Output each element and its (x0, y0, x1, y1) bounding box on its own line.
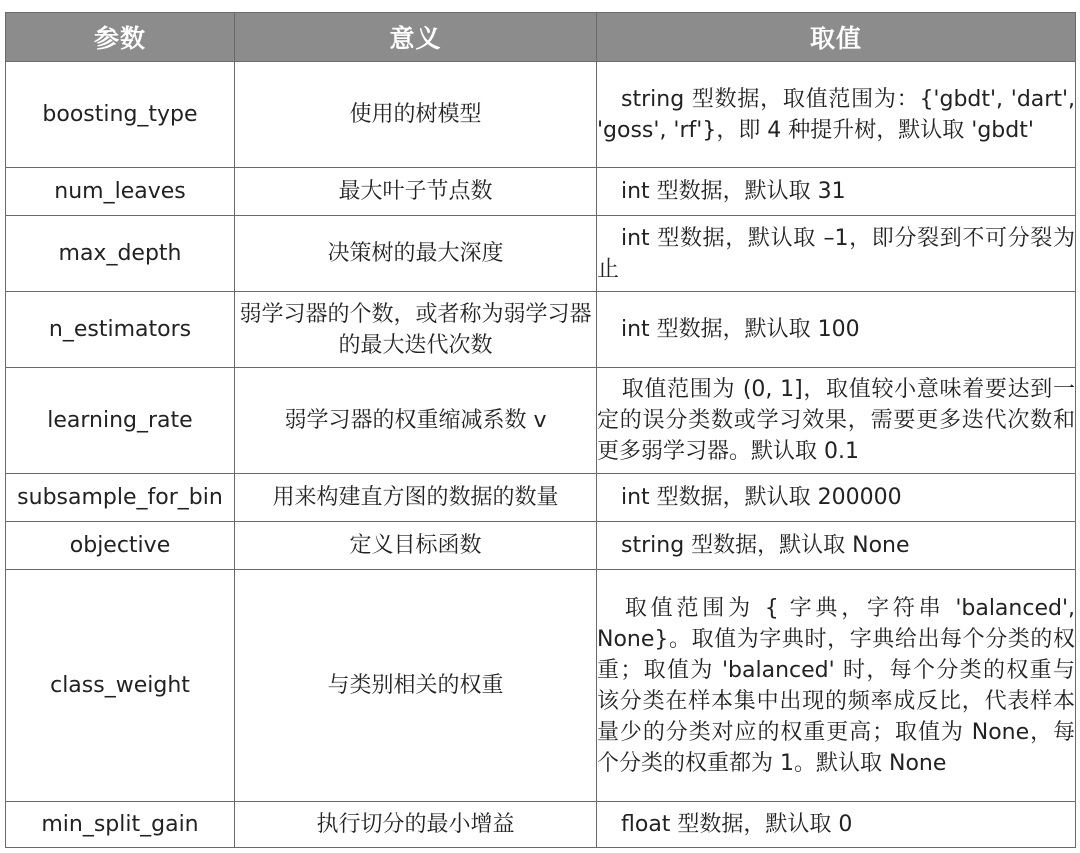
param-name: class_weight (6, 570, 235, 802)
param-value: int 型数据，默认取 –1，即分裂到不可分裂为止 (597, 225, 1075, 282)
param-meaning: 执行切分的最小增益 (235, 802, 597, 848)
param-meaning: 决策树的最大深度 (235, 216, 597, 292)
param-meaning: 使用的树模型 (235, 62, 597, 168)
param-value: float 型数据，默认取 0 (621, 812, 853, 837)
param-name: max_depth (6, 216, 235, 292)
param-meaning: 与类别相关的权重 (235, 570, 597, 802)
table-row (6, 474, 1076, 522)
param-value: string 型数据，默认取 None (621, 533, 910, 558)
parameter-table (5, 12, 1076, 848)
table-row (6, 292, 1076, 368)
header-parameter: 参数 (6, 13, 235, 62)
param-value: int 型数据，默认取 31 (621, 179, 846, 204)
header-row (6, 13, 1076, 62)
table-row (6, 802, 1076, 848)
table-row (6, 368, 1076, 474)
header-value: 取值 (597, 13, 1076, 62)
param-meaning: 弱学习器的权重缩减系数 v (235, 368, 597, 474)
param-value: int 型数据，默认取 200000 (621, 485, 902, 510)
param-name: min_split_gain (6, 802, 235, 848)
table-row (6, 522, 1076, 570)
param-name: learning_rate (6, 368, 235, 474)
param-meaning: 定义目标函数 (235, 522, 597, 570)
param-name: objective (6, 522, 235, 570)
param-value: 取值范围为 { 字典，字符串 'balanced', None}。取值为字典时，字典给出每个分类的权重；取值为 'balanced' 时，每个分类的权重与该分类在样本集中出现的频率成反比，代表样本量少的分类对应的权重更高；取值为 None，每个分类的权重都为 1。默认取 None (597, 595, 1075, 776)
param-meaning: 弱学习器的个数，或者称为弱学习器的最大迭代次数 (235, 292, 597, 368)
param-name: subsample_for_bin (6, 474, 235, 522)
table-row (6, 216, 1076, 292)
table-row (6, 62, 1076, 168)
header-meaning: 意义 (235, 13, 597, 62)
param-meaning: 用来构建直方图的数据的数量 (235, 474, 597, 522)
param-meaning: 最大叶子节点数 (235, 168, 597, 216)
param-name: boosting_type (6, 62, 235, 168)
table-row (6, 168, 1076, 216)
param-value: string 型数据，取值范围为：{'gbdt', 'dart', 'goss', 'rf'}，即 4 种提升树，默认取 'gbdt' (597, 86, 1075, 143)
table-row (6, 570, 1076, 802)
param-value: int 型数据，默认取 100 (621, 317, 860, 342)
param-name: num_leaves (6, 168, 235, 216)
param-name: n_estimators (6, 292, 235, 368)
param-value: 取值范围为 (0, 1]，取值较小意味着要达到一定的误分类数或学习效果，需要更多迭代次数和更多弱学习器。默认取 0.1 (597, 377, 1075, 464)
